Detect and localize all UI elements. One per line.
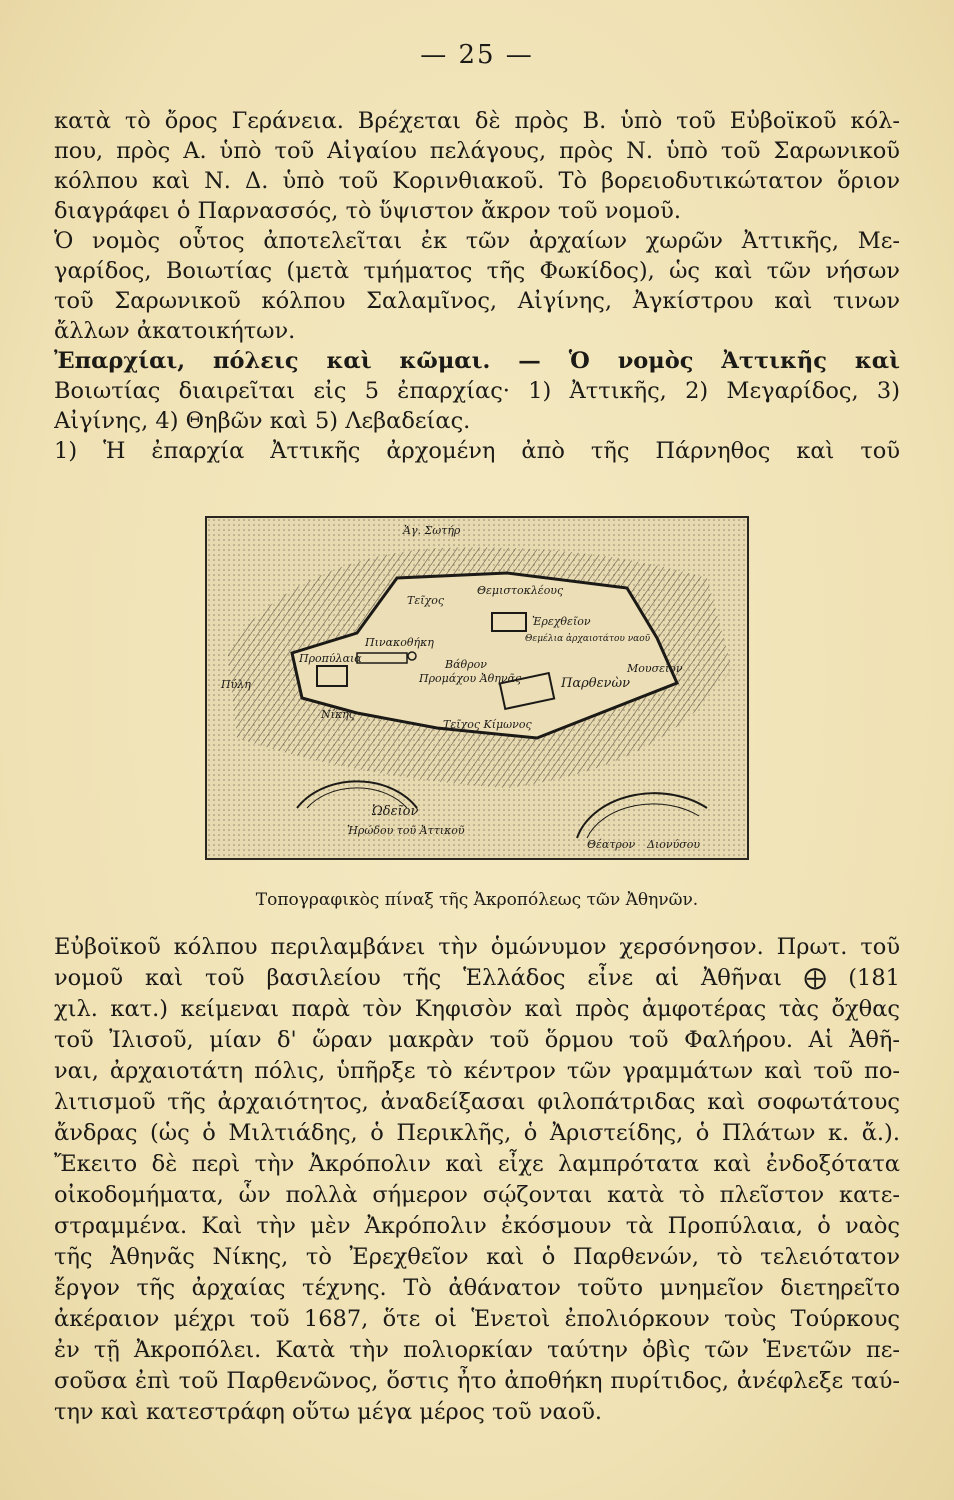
text-line: Αἰγίνης, 4) Θηβῶν καὶ 5) Λεβαδείας. xyxy=(54,408,471,434)
map-label: Ὠδεῖον xyxy=(372,804,419,819)
text-line: ἔργον τῆς ἀρχαίας τέχνης. Τὸ ἀθάνατον τοῦτο μνημεῖον διετηρεῖτο xyxy=(54,1275,900,1301)
map-label: Προμάχου Ἀθηνᾶς xyxy=(419,672,522,685)
map-label: Θεμιστοκλέους xyxy=(477,584,564,597)
text-line: ἀκέραιον μέχρι τοῦ 1687, ὅτε οἱ Ἑνετοὶ ἐπολιόρκουν τοὺς Τούρκους xyxy=(54,1306,900,1332)
text-line: ἄλλων ἀκατοικήτων. xyxy=(54,318,296,344)
text-line: Ἔκειτο δὲ περὶ τὴν Ἀκρόπολιν καὶ εἶχε λαμπρότατα καὶ ἐνδοξότατα xyxy=(54,1151,900,1177)
map-label: Διονύσου xyxy=(647,838,701,851)
map-label: Πύλη xyxy=(221,678,251,691)
text-line: Βοιωτίας διαιρεῖται εἰς 5 ἐπαρχίας· 1) Ἀττικῆς, 2) Μεγαρίδος, 3) xyxy=(54,378,900,404)
text-line: κόλπου καὶ Ν. Δ. ὑπὸ τοῦ Κορινθιακοῦ. Τὸ βορειοδυτικώτατον ὅριον xyxy=(54,168,900,194)
text-line: ἐν τῇ Ἀκροπόλει. Κατὰ τὴν πολιορκίαν ταύτην ὀβὶς τῶν Ἑνετῶν πε- xyxy=(54,1337,900,1363)
section-heading-line: Ἐπαρχίαι, πόλεις καὶ κῶμαι. — Ὁ νομὸς Ἀττικῆς καὶ xyxy=(54,348,900,374)
text-line: που, πρὸς Α. ὑπὸ τοῦ Αἰγαίου πελάγους, πρὸς Ν. ὑπὸ τοῦ Σαρωνικοῦ xyxy=(54,138,900,164)
map-label: Θέατρον xyxy=(587,838,636,851)
map-label: Προπύλαια xyxy=(299,652,362,665)
text-line: 1) Ἡ ἐπαρχία Ἀττικῆς ἀρχομένη ἀπὸ τῆς Πάρνηθος καὶ τοῦ xyxy=(54,438,900,464)
text-line: χιλ. κατ.) κείμεναι παρὰ τὸν Κηφισὸν καὶ πρὸς ἀμφοτέρας τὰς ὄχθας xyxy=(54,996,900,1022)
acropolis-map xyxy=(205,516,749,860)
map-label: Παρθενὼν xyxy=(561,676,630,691)
text-line: σοῦσα ἐπὶ τοῦ Παρθενῶνος, ὅστις ἦτο ἀποθήκη πυρίτιδος, ἀνέφλεξε ταύ- xyxy=(54,1368,900,1394)
map-label: Νίκης xyxy=(321,708,355,721)
text-line: οἰκοδομήματα, ὧν πολλὰ σήμερον σῴζονται κατὰ τὸ πλεῖστον κατε- xyxy=(54,1182,900,1208)
map-label: Βάθρον xyxy=(445,658,487,671)
map-label: Μουσεῖον xyxy=(627,662,683,675)
text-line: ἄνδρας (ὡς ὁ Μιλτιάδης, ὁ Περικλῆς, ὁ Ἀριστείδης, ὁ Πλάτων κ. ἄ.). xyxy=(54,1120,900,1146)
acropolis-map-drawing xyxy=(207,518,747,858)
map-label: Ἡρώδου τοῦ Ἀττικοῦ xyxy=(347,824,465,837)
text-block-bottom xyxy=(54,932,900,1428)
text-line: στραμμένα. Καὶ τὴν μὲν Ἀκρόπολιν ἐκόσμουν τὰ Προπύλαια, ὁ ναὸς xyxy=(54,1213,900,1239)
text-line: διαγράφει ὁ Παρνασσός, τὸ ὕψιστον ἄκρον τοῦ νομοῦ. xyxy=(54,198,681,224)
map-label: Πινακοθήκη xyxy=(365,636,434,649)
map-label: Ἐρεχθεῖον xyxy=(532,615,591,628)
text-line: την καὶ κατεστράφη οὕτω μέγα μέρος τοῦ ναοῦ. xyxy=(54,1399,603,1425)
text-line: Εὐβοϊκοῦ κόλπου περιλαμβάνει τὴν ὁμώνυμον χερσόνησον. Πρωτ. τοῦ xyxy=(54,934,900,960)
text-line: Ὁ νομὸς οὗτος ἀποτελεῖται ἐκ τῶν ἀρχαίων χωρῶν Ἀττικῆς, Με- xyxy=(54,228,900,254)
map-label: Τεῖχος xyxy=(407,594,445,607)
text-line: τῆς Ἀθηνᾶς Νίκης, τὸ Ἐρεχθεῖον καὶ ὁ Παρθενών, τὸ τελειότατον xyxy=(54,1244,900,1270)
map-label: Θεμέλια ἀρχαιοτάτου ναοῦ xyxy=(525,634,651,644)
text-line: κατὰ τὸ ὄρος Γεράνεια. Βρέχεται δὲ πρὸς Β. ὑπὸ τοῦ Εὐβοϊκοῦ κόλ- xyxy=(54,108,900,134)
page-number: — 25 — xyxy=(420,40,534,70)
text-line: τοῦ Σαρωνικοῦ κόλπου Σαλαμῖνος, Αἰγίνης, Ἀγκίστρου καὶ τινων xyxy=(54,288,900,314)
text-line: νομοῦ καὶ τοῦ βασιλείου τῆς Ἑλλάδος εἶνε αἱ Ἀθῆναι ⨁ (181 xyxy=(54,965,900,991)
text-line: λιτισμοῦ τῆς ἀρχαιότητος, ἀναδείξασαι φιλοπάτριδας καὶ σοφωτάτους xyxy=(54,1089,900,1115)
map-label: Τεῖχος Κίμωνος xyxy=(443,718,532,731)
text-block-top xyxy=(54,106,900,466)
text-line: ναι, ἀρχαιοτάτη πόλις, ὑπῆρξε τὸ κέντρον τῶν γραμμάτων καὶ τοῦ πο- xyxy=(54,1058,900,1084)
text-line: γαρίδος, Βοιωτίας (μετὰ τμήματος τῆς Φωκίδος), ὡς καὶ τῶν νήσων xyxy=(54,258,900,284)
map-label: Ἁγ. Σωτήρ xyxy=(403,524,461,537)
text-line: τοῦ Ἰλισοῦ, μίαν δ' ὥραν μακρὰν τοῦ ὅρμου τοῦ Φαλήρου. Αἱ Ἀθῆ- xyxy=(54,1027,900,1053)
map-caption: Τοπογραφικὸς πίναξ τῆς Ἀκροπόλεως τῶν Ἀθηνῶν. xyxy=(255,890,699,910)
